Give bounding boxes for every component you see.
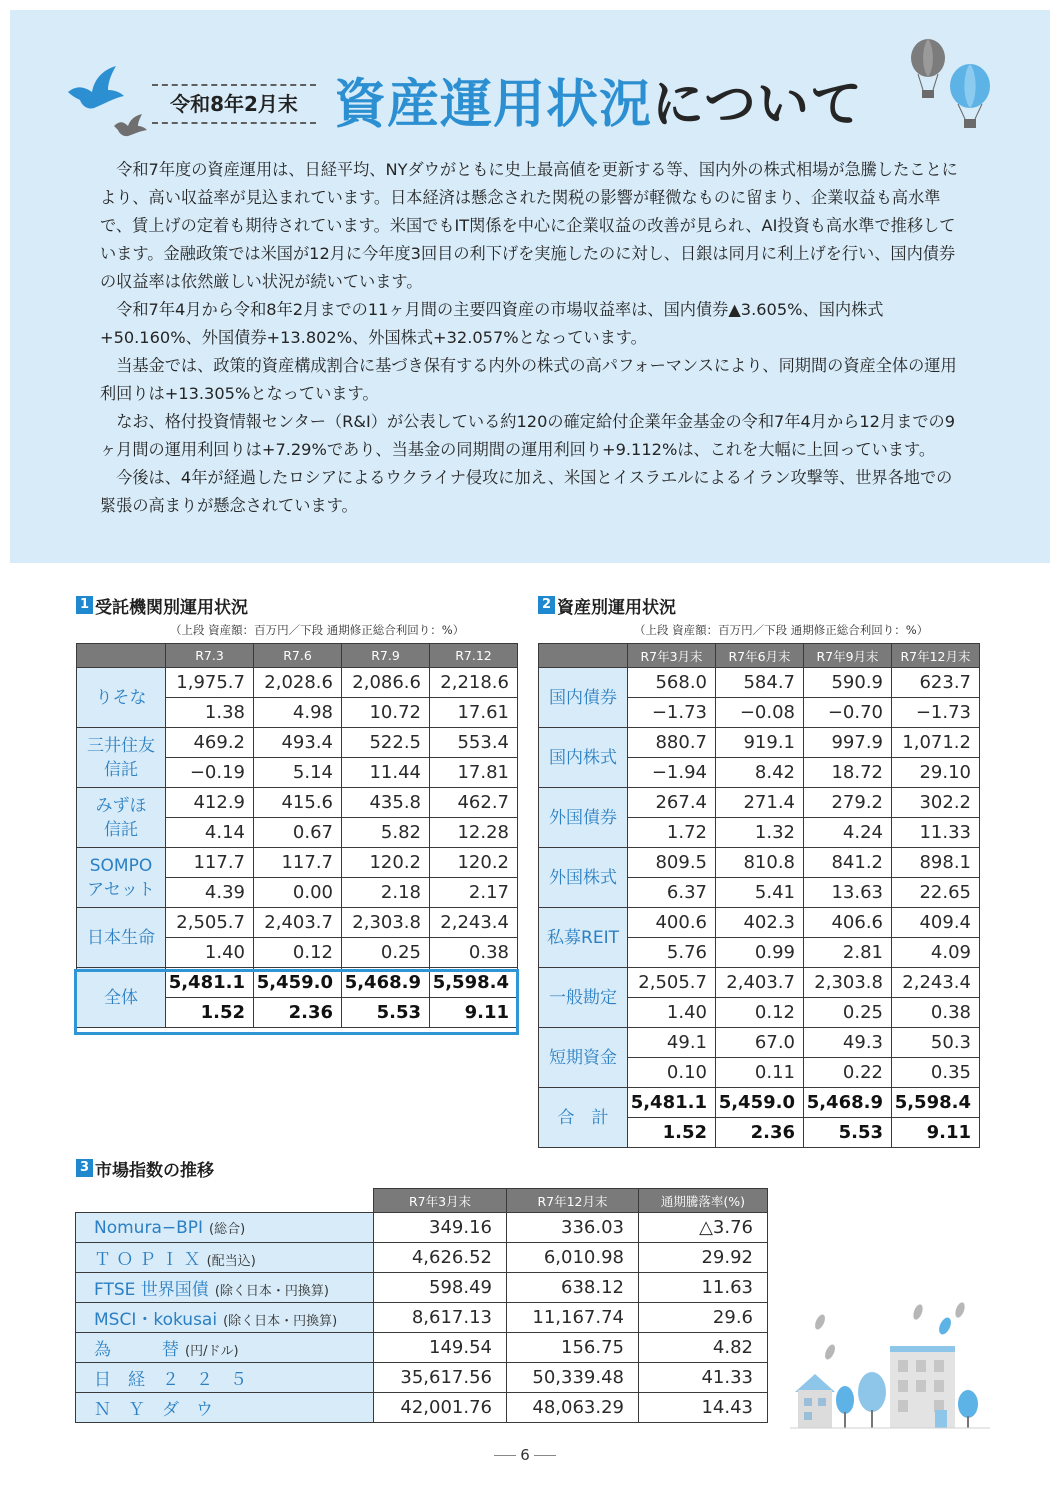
asset-cell: 493.4 (254, 728, 342, 758)
column-header: R7.3 (166, 644, 254, 668)
yield-cell: −1.73 (892, 698, 980, 728)
row-label-line: 信託 (104, 819, 138, 840)
index-value: 598.49 (374, 1273, 507, 1303)
section2-heading (538, 593, 676, 617)
asset-cell: 898.1 (892, 848, 980, 878)
asset-cell: 2,086.6 (342, 668, 430, 698)
yield-cell: 1.38 (166, 698, 254, 728)
asset-cell: 435.8 (342, 788, 430, 818)
town-illustration-icon (790, 1300, 990, 1435)
index-value: 35,617.56 (374, 1363, 507, 1393)
index-name: MSCI・kokusai (94, 1310, 218, 1330)
total-yield-cell: 1.52 (628, 1118, 716, 1148)
total-label: 合 計 (539, 1088, 628, 1148)
title-blue: 資産運用状況 (334, 75, 653, 135)
row-label-line: SOMPO (89, 855, 153, 876)
index-value: 4,626.52 (374, 1243, 507, 1273)
date-tag: 令和8年2月末 (152, 84, 316, 124)
index-change: 11.63 (639, 1273, 768, 1303)
yield-cell: 0.35 (892, 1058, 980, 1088)
section1-title: 受託機関別運用状況 (95, 597, 248, 618)
section3-heading (76, 1156, 214, 1180)
yield-cell: 18.72 (804, 758, 892, 788)
index-value: 638.12 (507, 1273, 639, 1303)
index-value: 336.03 (507, 1213, 639, 1243)
index-name: Ｔ Ｏ Ｐ Ｉ Ｘ (94, 1250, 201, 1270)
index-name: 日 経 ２ ２ ５ (94, 1370, 247, 1390)
row-label-line: アセット (87, 879, 155, 900)
index-note: (配当込) (206, 1254, 256, 1269)
page-number-value: 6 (520, 1446, 530, 1464)
total-asset-cell: 5,459.0 (254, 968, 342, 998)
asset-cell: 2,303.8 (342, 908, 430, 938)
index-value: 156.75 (507, 1333, 639, 1363)
yield-cell: 11.44 (342, 758, 430, 788)
yield-cell: 1.32 (716, 818, 804, 848)
row-label (77, 728, 166, 788)
row-label: 一般勘定 (539, 968, 628, 1028)
section2-unit-note: （上段 資産額：百万円／下段 通期修正総合利回り：%） (634, 623, 929, 637)
index-change: 29.6 (639, 1303, 768, 1333)
index-value: 42,001.76 (374, 1393, 507, 1423)
asset-cell: 810.8 (716, 848, 804, 878)
intro-text (100, 156, 960, 520)
yield-cell: 0.11 (716, 1058, 804, 1088)
index-label (76, 1243, 374, 1273)
yield-cell: −0.19 (166, 758, 254, 788)
yield-cell: 2.17 (430, 878, 518, 908)
index-name: Nomura−BPI (94, 1217, 204, 1238)
asset-class-table (538, 643, 980, 1148)
index-label (76, 1363, 374, 1393)
asset-cell: 117.7 (254, 848, 342, 878)
total-yield-cell: 2.36 (254, 998, 342, 1028)
row-label: 国内債券 (539, 668, 628, 728)
asset-cell: 623.7 (892, 668, 980, 698)
section1-heading (76, 593, 248, 617)
page-number (480, 1446, 570, 1464)
asset-cell: 997.9 (804, 728, 892, 758)
index-change: 4.82 (639, 1333, 768, 1363)
index-value: 50,339.48 (507, 1363, 639, 1393)
column-header: R7年3月末 (628, 644, 716, 668)
asset-cell: 2,505.7 (628, 968, 716, 998)
row-label: 短期資金 (539, 1028, 628, 1088)
asset-cell: 553.4 (430, 728, 518, 758)
index-value: 48,063.29 (507, 1393, 639, 1423)
asset-cell: 400.6 (628, 908, 716, 938)
index-change: 14.43 (639, 1393, 768, 1423)
asset-cell: 2,403.7 (254, 908, 342, 938)
section1-number: 1 (76, 596, 93, 614)
intro-paragraph: 令和7年4月から令和8年2月までの11ヶ月間の主要四資産の市場収益率は、国内債券▲3.605%、国内株式+50.160%、外国債券+13.802%、外国株式+32.057%となっています。 (100, 300, 884, 347)
row-label-line: りそな (95, 687, 147, 708)
index-label (76, 1213, 374, 1243)
yield-cell: 0.38 (430, 938, 518, 968)
asset-cell: 402.3 (716, 908, 804, 938)
yield-cell: 1.72 (628, 818, 716, 848)
header-corner (76, 1189, 374, 1213)
bird-icon (64, 62, 126, 114)
index-change: △3.76 (639, 1213, 768, 1243)
balloon-gray-icon (908, 38, 948, 102)
yield-cell: 4.14 (166, 818, 254, 848)
yield-cell: 12.28 (430, 818, 518, 848)
total-asset-cell: 5,598.4 (430, 968, 518, 998)
title-dark: について (652, 75, 863, 135)
total-asset-cell: 5,459.0 (716, 1088, 804, 1118)
yield-cell: 0.38 (892, 998, 980, 1028)
yield-cell: 5.76 (628, 938, 716, 968)
yield-cell: 5.41 (716, 878, 804, 908)
row-label (77, 668, 166, 728)
asset-cell: 584.7 (716, 668, 804, 698)
index-label (76, 1303, 374, 1333)
trustee-table (76, 643, 518, 1028)
asset-cell: 2,218.6 (430, 668, 518, 698)
index-label (76, 1333, 374, 1363)
index-label (76, 1393, 374, 1423)
asset-cell: 809.5 (628, 848, 716, 878)
page-title (334, 72, 863, 138)
index-value: 11,167.74 (507, 1303, 639, 1333)
header-corner (539, 644, 628, 668)
yield-cell: 8.42 (716, 758, 804, 788)
asset-cell: 409.4 (892, 908, 980, 938)
index-note: (除く日本・円換算) (223, 1314, 338, 1329)
asset-cell: 117.7 (166, 848, 254, 878)
yield-cell: 1.40 (628, 998, 716, 1028)
index-change: 41.33 (639, 1363, 768, 1393)
total-yield-cell: 5.53 (804, 1118, 892, 1148)
yield-cell: 0.67 (254, 818, 342, 848)
row-label: 外国株式 (539, 848, 628, 908)
index-name: FTSE 世界国債 (94, 1280, 209, 1300)
yield-cell: 0.99 (716, 938, 804, 968)
yield-cell: 29.10 (892, 758, 980, 788)
asset-cell: 522.5 (342, 728, 430, 758)
asset-cell: 1,975.7 (166, 668, 254, 698)
yield-cell: 4.98 (254, 698, 342, 728)
total-yield-cell: 9.11 (430, 998, 518, 1028)
yield-cell: 0.12 (254, 938, 342, 968)
column-header: R7.12 (430, 644, 518, 668)
yield-cell: 0.25 (804, 998, 892, 1028)
yield-cell: 0.12 (716, 998, 804, 1028)
asset-cell: 412.9 (166, 788, 254, 818)
asset-cell: 2,403.7 (716, 968, 804, 998)
yield-cell: 22.65 (892, 878, 980, 908)
yield-cell: 6.37 (628, 878, 716, 908)
section1-unit-note: （上段 資産額：百万円／下段 通期修正総合利回り：%） (170, 623, 465, 637)
yield-cell: 5.82 (342, 818, 430, 848)
total-yield-cell: 2.36 (716, 1118, 804, 1148)
total-asset-cell: 5,468.9 (804, 1088, 892, 1118)
yield-cell: 1.40 (166, 938, 254, 968)
asset-cell: 49.1 (628, 1028, 716, 1058)
market-index-table (75, 1188, 768, 1423)
yield-cell: 0.25 (342, 938, 430, 968)
asset-cell: 50.3 (892, 1028, 980, 1058)
asset-cell: 2,028.6 (254, 668, 342, 698)
intro-paragraph: 当基金では、政策的資産構成割合に基づき保有する内外の株式の高パフォーマンスにより、同期間の資産全体の運用利回りは+13.305%となっています。 (100, 356, 957, 403)
row-label-line: 信託 (104, 759, 138, 780)
index-value: 149.54 (374, 1333, 507, 1363)
row-label (77, 848, 166, 908)
yield-cell: 0.22 (804, 1058, 892, 1088)
yield-cell: 4.24 (804, 818, 892, 848)
yield-cell: 4.09 (892, 938, 980, 968)
yield-cell: 5.14 (254, 758, 342, 788)
column-header: R7年12月末 (892, 644, 980, 668)
asset-cell: 49.3 (804, 1028, 892, 1058)
section2-number: 2 (538, 596, 555, 614)
intro-paragraph: なお、格付投資情報センター（R&I）が公表している約120の確定給付企業年金基金の令和7年4月から12月までの9ヶ月間の運用利回りは+7.29%であり、当基金の同期間の運用利回り+9.112%は、これを大幅に上回っています。 (100, 412, 956, 459)
total-yield-cell: 1.52 (166, 998, 254, 1028)
index-value: 8,617.13 (374, 1303, 507, 1333)
yield-cell: 11.33 (892, 818, 980, 848)
page-number-rule (534, 1455, 556, 1456)
yield-cell: −1.73 (628, 698, 716, 728)
row-label-line: 三井住友 (87, 735, 155, 756)
asset-cell: 590.9 (804, 668, 892, 698)
index-note: (総合) (209, 1221, 246, 1237)
total-label: 全体 (77, 968, 166, 1028)
small-bird-icon (112, 112, 148, 138)
row-label: 国内株式 (539, 728, 628, 788)
asset-cell: 469.2 (166, 728, 254, 758)
asset-cell: 120.2 (342, 848, 430, 878)
row-label: 外国債券 (539, 788, 628, 848)
index-value: 6,010.98 (507, 1243, 639, 1273)
asset-cell: 462.7 (430, 788, 518, 818)
yield-cell: 0.00 (254, 878, 342, 908)
column-header: R7年6月末 (716, 644, 804, 668)
total-asset-cell: 5,481.1 (166, 968, 254, 998)
asset-cell: 406.6 (804, 908, 892, 938)
yield-cell: 2.18 (342, 878, 430, 908)
total-asset-cell: 5,468.9 (342, 968, 430, 998)
yield-cell: −0.70 (804, 698, 892, 728)
total-yield-cell: 5.53 (342, 998, 430, 1028)
asset-cell: 67.0 (716, 1028, 804, 1058)
index-change: 29.92 (639, 1243, 768, 1273)
index-name: Ｎ Ｙ ダ ウ (94, 1400, 213, 1420)
section2-title: 資産別運用状況 (557, 597, 676, 618)
asset-cell: 120.2 (430, 848, 518, 878)
index-label (76, 1273, 374, 1303)
intro-paragraph: 今後は、4年が経過したロシアによるウクライナ侵攻に加え、米国とイスラエルによるイラン攻撃等、世界各地での緊張の高まりが懸念されています。 (100, 468, 953, 515)
asset-cell: 2,505.7 (166, 908, 254, 938)
total-yield-cell: 9.11 (892, 1118, 980, 1148)
row-label (77, 788, 166, 848)
yield-cell: 13.63 (804, 878, 892, 908)
section3-title: 市場指数の推移 (95, 1160, 214, 1181)
yield-cell: 10.72 (342, 698, 430, 728)
column-header: 通期騰落率(%) (639, 1189, 768, 1213)
asset-cell: 880.7 (628, 728, 716, 758)
index-note: (除く日本・円換算) (214, 1284, 329, 1299)
page-number-rule (494, 1455, 516, 1456)
asset-cell: 2,303.8 (804, 968, 892, 998)
asset-cell: 1,071.2 (892, 728, 980, 758)
index-value: 349.16 (374, 1213, 507, 1243)
asset-cell: 415.6 (254, 788, 342, 818)
index-note: (円/ドル) (185, 1344, 239, 1359)
asset-cell: 279.2 (804, 788, 892, 818)
total-asset-cell: 5,481.1 (628, 1088, 716, 1118)
column-header: R7年3月末 (374, 1189, 507, 1213)
total-asset-cell: 5,598.4 (892, 1088, 980, 1118)
column-header: R7年12月末 (507, 1189, 639, 1213)
row-label (77, 908, 166, 968)
asset-cell: 302.2 (892, 788, 980, 818)
asset-cell: 2,243.4 (430, 908, 518, 938)
yield-cell: 4.39 (166, 878, 254, 908)
index-name: 為 替 (94, 1340, 179, 1360)
row-label-line: みずほ (95, 795, 147, 816)
yield-cell: 17.61 (430, 698, 518, 728)
yield-cell: −0.08 (716, 698, 804, 728)
row-label: 私募REIT (539, 908, 628, 968)
balloon-blue-icon (946, 62, 994, 130)
section3-number: 3 (76, 1159, 93, 1177)
column-header: R7.9 (342, 644, 430, 668)
yield-cell: −1.94 (628, 758, 716, 788)
asset-cell: 271.4 (716, 788, 804, 818)
asset-cell: 267.4 (628, 788, 716, 818)
column-header: R7年9月末 (804, 644, 892, 668)
row-label-line: 日本生命 (87, 927, 155, 948)
yield-cell: 17.81 (430, 758, 518, 788)
asset-cell: 2,243.4 (892, 968, 980, 998)
column-header: R7.6 (254, 644, 342, 668)
asset-cell: 568.0 (628, 668, 716, 698)
header-corner (77, 644, 166, 668)
intro-paragraph: 令和7年度の資産運用は、日経平均、NYダウがともに史上最高値を更新する等、国内外の株式相場が急騰したことにより、高い収益率が見込まれています。日本経済は懸念された関税の影響が軽微なものに留まり、企業収益も高水準で、賃上げの定着も期待されています。米国でもIT関係を中心に企業収益の改善が見られ、AI投資も高水準で推移しています。金融政策では米国が12月に今年度3回目の利下げを実施したのに対し、日銀は同月に利上げを行い、国内債券の収益率は依然厳しい状況が続いています。 (100, 160, 958, 291)
asset-cell: 919.1 (716, 728, 804, 758)
yield-cell: 0.10 (628, 1058, 716, 1088)
yield-cell: 2.81 (804, 938, 892, 968)
asset-cell: 841.2 (804, 848, 892, 878)
